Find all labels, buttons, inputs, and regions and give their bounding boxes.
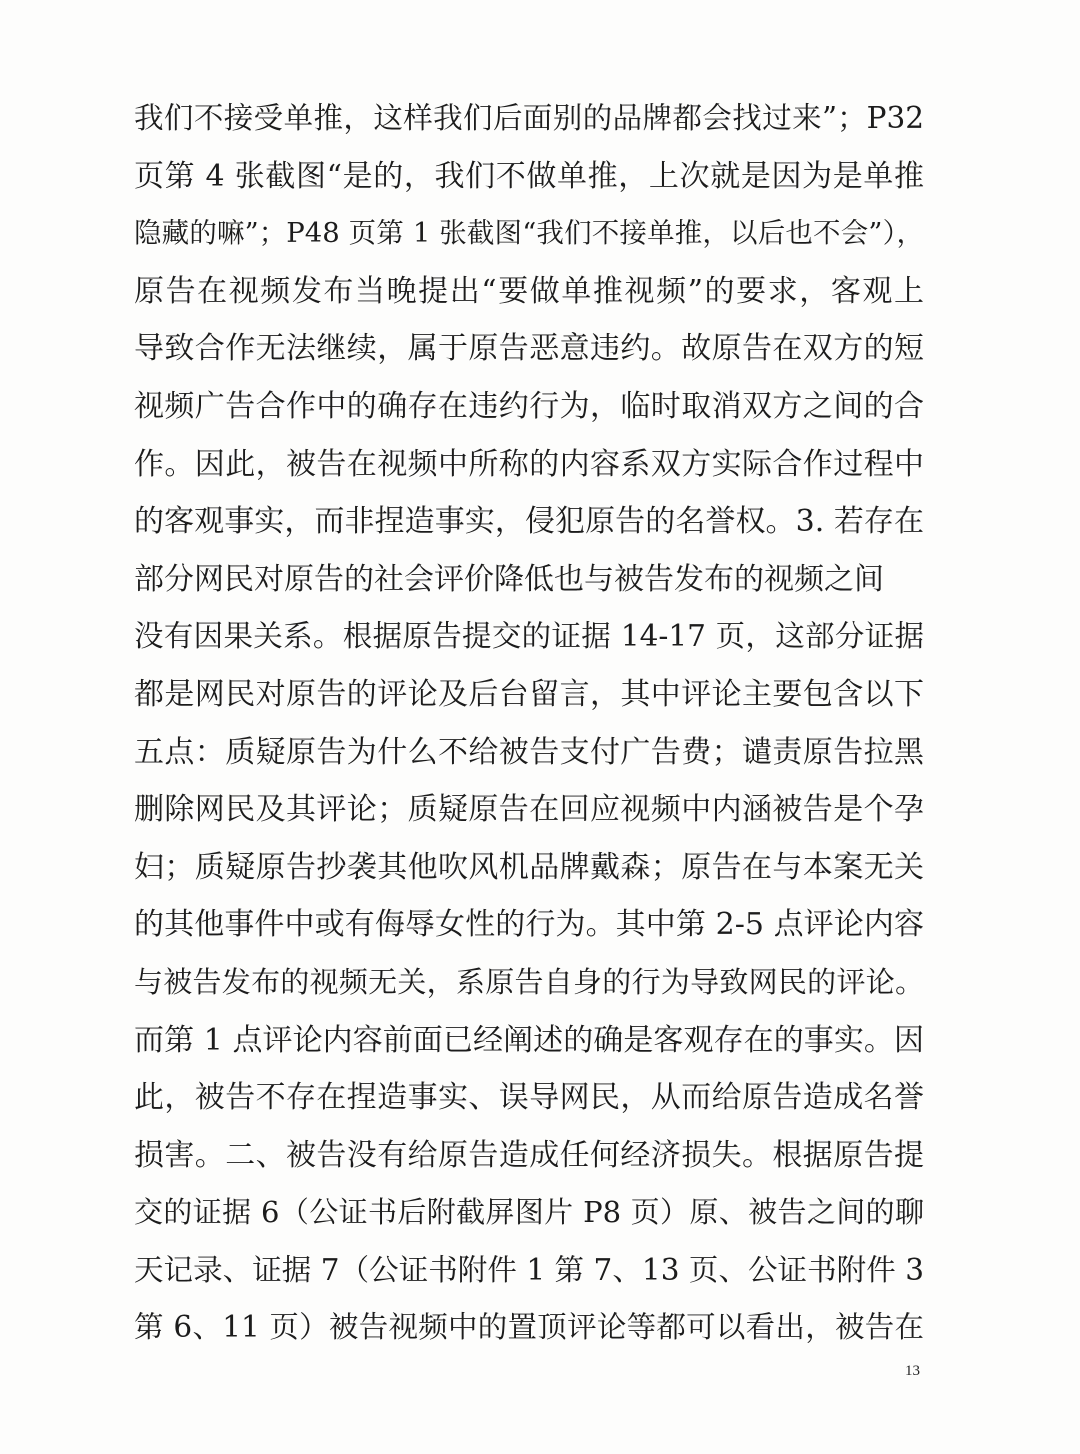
- text-line: 此，被告不存在捏造事实、误导网民，从而给原告造成名誉: [134, 1080, 924, 1116]
- text-line: 而第 1 点评论内容前面已经阐述的确是客观存在的事实。因: [134, 1022, 924, 1058]
- text-line: 都是网民对原告的评论及后台留言，其中评论主要包含以下: [134, 676, 924, 712]
- text-line: 损害。二、被告没有给原告造成任何经济损失。根据原告提: [134, 1137, 924, 1173]
- text-line: 部分网民对原告的社会评价降低也与被告发布的视频之间: [134, 561, 884, 597]
- text-line: 没有因果关系。根据原告提交的证据 14-17 页，这部分证据: [134, 619, 924, 654]
- text-line: 作。因此，被告在视频中所称的内容系双方实际合作过程中: [134, 446, 924, 482]
- text-line: 的其他事件中或有侮辱女性的行为。其中第 2-5 点评论内容: [134, 907, 924, 943]
- body-paragraph: [134, 90, 924, 1357]
- text-line: 我们不接受单推，这样我们后面别的品牌都会找过来”；P32: [134, 101, 924, 135]
- text-line: 删除网民及其评论；质疑原告在回应视频中内涵被告是个孕: [134, 792, 924, 828]
- page-number: 13: [905, 1363, 920, 1379]
- text-line: 妇；质疑原告抄袭其他吹风机品牌戴森；原告在与本案无关: [134, 849, 924, 885]
- text-line: 导致合作无法继续，属于原告恶意违约。故原告在双方的短: [134, 331, 924, 367]
- text-line: 隐藏的嘛”；P48 页第 1 张截图“我们不接单推，以后也不会”），: [134, 217, 924, 250]
- text-line: 交的证据 6（公证书后附截屏图片 P8 页）原、被告之间的聊: [134, 1195, 924, 1230]
- text-line: 五点：质疑原告为什么不给被告支付广告费；谴责原告拉黑: [134, 734, 924, 770]
- text-line: 的客观事实，而非捏造事实，侵犯原告的名誉权。3. 若存在: [134, 504, 924, 540]
- text-line: 页第 4 张截图“是的，我们不做单推，上次就是因为是单推: [134, 158, 924, 194]
- text-line: 原告在视频发布当晚提出“要做单推视频”的要求，客观上: [134, 273, 924, 309]
- text-line: 第 6、11 页）被告视频中的置顶评论等都可以看出，被告在: [134, 1310, 924, 1345]
- text-line: 视频广告合作中的确存在违约行为，临时取消双方之间的合: [134, 388, 924, 424]
- text-line: 与被告发布的视频无关，系原告自身的行为导致网民的评论。: [134, 964, 924, 999]
- text-line: 天记录、证据 7（公证书附件 1 第 7、13 页、公证书附件 3: [134, 1252, 924, 1287]
